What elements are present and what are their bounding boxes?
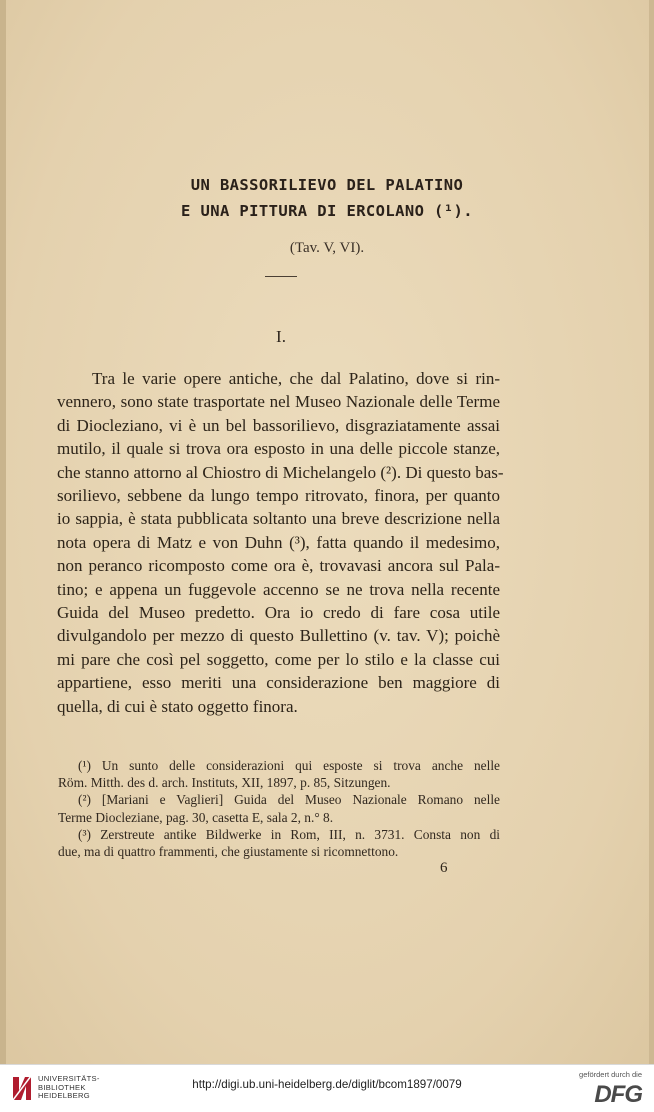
body-line: nota opera di Matz e von Duhn (³), fatta quando il medesimo, xyxy=(57,532,500,552)
body-line: vennero, sono state trasportate nel Museo Nazionale delle Terme xyxy=(57,392,500,412)
footnote-line: (²) [Mariani e Vaglieri] Guida del Museo Nazionale Romano nelle xyxy=(78,792,500,808)
dfg-logo: DFG xyxy=(594,1081,642,1108)
body-line: appartiene, esso meriti una considerazione ben maggiore di xyxy=(57,673,500,693)
body-line: Tra le varie opere antiche, che dal Palatino, dove si rin- xyxy=(92,369,500,388)
body-line: che stanno attorno al Chiostro di Michelangelo (²). Di questo bas- xyxy=(57,462,504,482)
article-title-line-2: E UNA PITTURA DI ERCOLANO (¹). xyxy=(181,202,473,220)
footnote-line: Röm. Mitth. des d. arch. Instituts, XII, 1897, p. 85, Sitzungen. xyxy=(58,775,391,791)
body-line: quella, di cui è stato oggetto finora. xyxy=(57,696,298,716)
body-line: Guida del Museo predetto. Ora io credo di fare cosa utile xyxy=(57,603,500,623)
footnote-line: due, ma di quattro frammenti, che giustamente si ricomnettono. xyxy=(58,844,399,860)
section-number: I. xyxy=(276,327,286,346)
body-line: divulgandolo per mezzo di questo Bullettino (v. tav. V); poichè xyxy=(57,626,500,646)
page-edge-right xyxy=(649,0,654,1064)
body-line: io sappia, è stata pubblicata soltanto una breve descrizione nella xyxy=(57,509,500,529)
page-edge-left xyxy=(0,0,6,1064)
permalink-url[interactable]: http://digi.ub.uni-heidelberg.de/diglit/bcom1897/0079 xyxy=(192,1078,462,1091)
viewer-footer xyxy=(0,1064,654,1112)
body-line: mi pare che così pel soggetto, come per lo stilo e la classe cui xyxy=(57,649,500,669)
page-number: 6 xyxy=(440,860,448,876)
footnote-line: (¹) Un sunto delle considerazioni qui esposte si trova anche nelle xyxy=(78,758,500,773)
plate-reference: (Tav. V, VI). xyxy=(289,240,365,256)
body-line: sorilievo, sebbene da lungo tempo ritrovato, finora, per quanto xyxy=(57,486,500,506)
title-divider xyxy=(265,276,297,277)
footnotes xyxy=(58,757,500,860)
funding-caption: gefördert durch die xyxy=(579,1070,642,1079)
body-line: non peranco ricomposto come ora è, trovavasi ancora sul Pala- xyxy=(57,556,500,576)
body-line: di Diocleziano, vi è un bel bassorilievo, disgraziatamente assai xyxy=(57,415,500,435)
footnote-line: Terme Diocleziane, pag. 30, casetta E, sala 2, n.° 8. xyxy=(58,809,334,825)
institution-name: UNIVERSITÄTS- BIBLIOTHEK HEIDELBERG xyxy=(38,1074,100,1101)
body-paragraph xyxy=(57,367,504,718)
body-line: tino; e appena un fuggevole accenno se ne trova nella recente xyxy=(57,579,500,599)
article-title-line-1: UN BASSORILIEVO DEL PALATINO xyxy=(190,176,464,194)
body-line: mutilo, il quale si trova ora esposto in una delle piccole stanze, xyxy=(57,439,500,459)
footnote-line: (³) Zerstreute antike Bildwerke in Rom, III, n. 3731. Consta non di xyxy=(78,826,500,842)
